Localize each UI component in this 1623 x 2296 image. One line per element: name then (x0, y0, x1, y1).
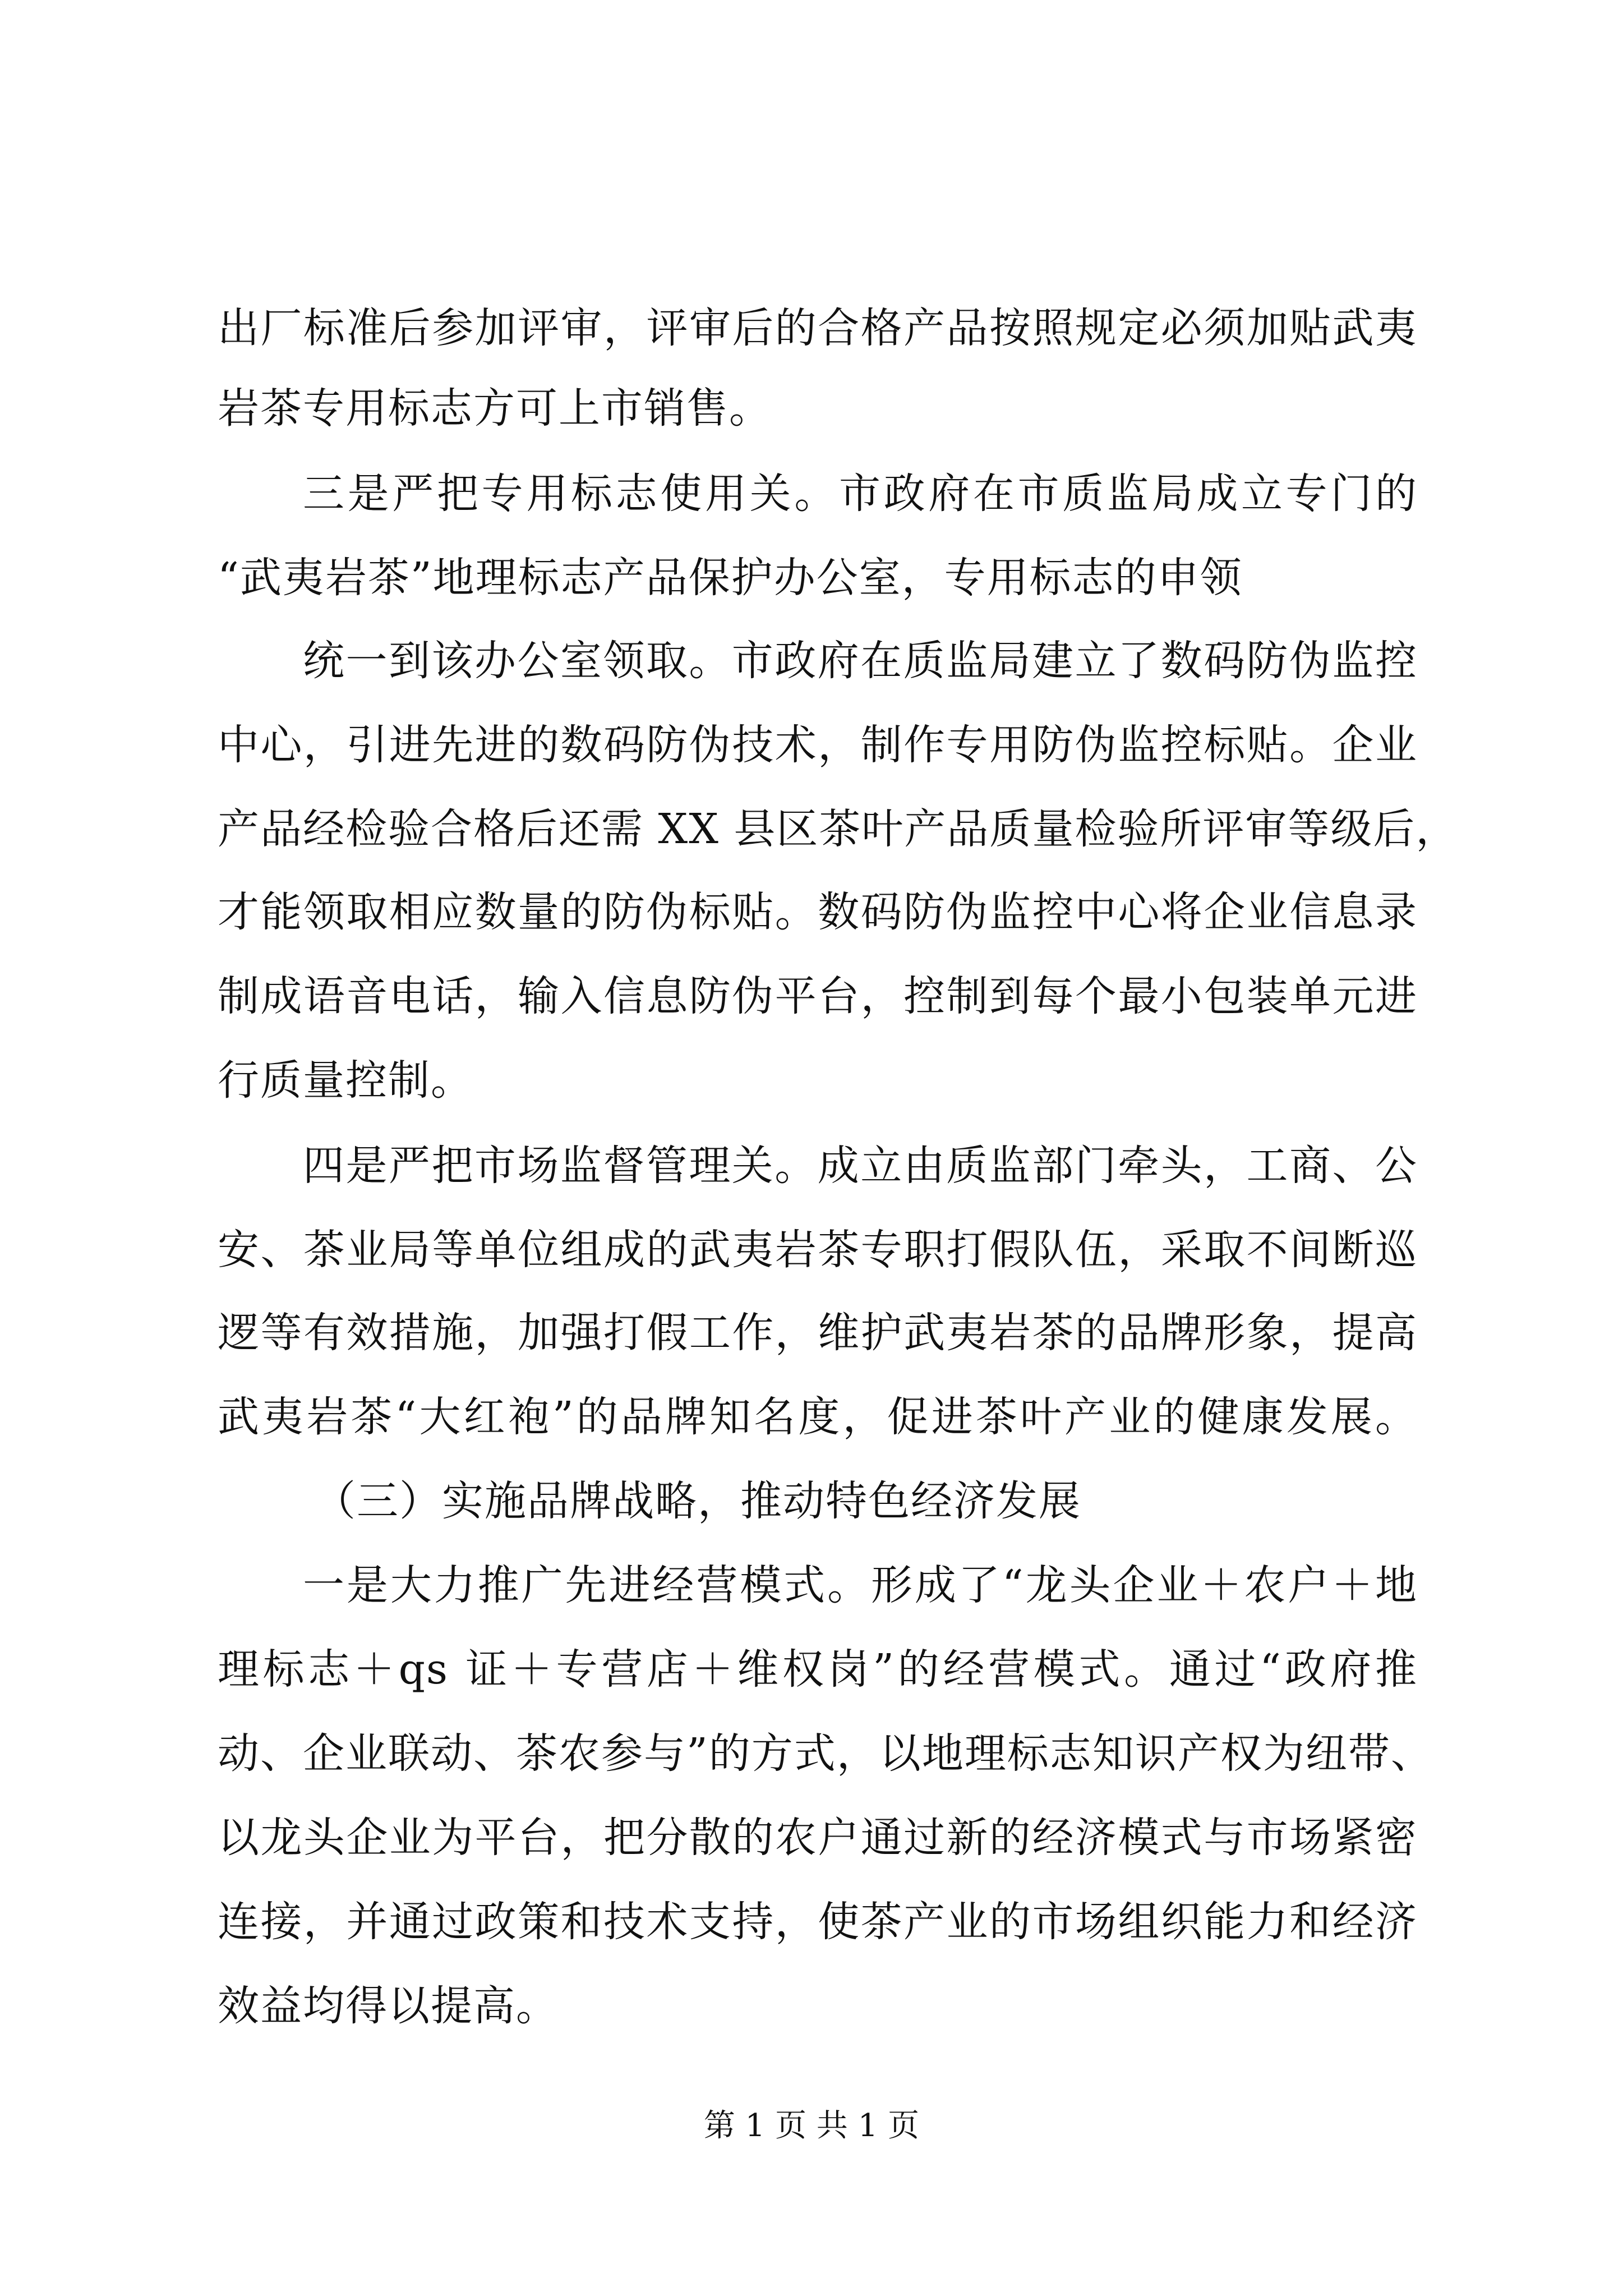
paragraph-line: 产品经检验合格后还需 XX 县区茶叶产品质量检验所评审等级后， (218, 805, 1459, 853)
paragraph-line: 一是大力推广先进经营模式。形成了“龙头企业＋农户＋地 (303, 1561, 1418, 1609)
paragraph-line: “武夷岩茶”地理标志产品保护办公室，专用标志的申领 (218, 554, 1243, 602)
paragraph-line: 动、企业联动、茶农参与”的方式，以地理标志知识产权为纽带、 (218, 1729, 1433, 1778)
section-heading: （三）实施品牌战略，推动特色经济发展 (314, 1477, 1081, 1525)
paragraph-line: 逻等有效措施，加强打假工作，维护武夷岩茶的品牌形象，提高 (218, 1309, 1418, 1357)
paragraph-line: 安、茶业局等单位组成的武夷岩茶专职打假队伍，采取不间断巡 (218, 1226, 1418, 1274)
paragraph-line: 连接，并通过政策和技术支持，使茶产业的市场组织能力和经济 (218, 1898, 1418, 1946)
paragraph-line: 以龙头企业为平台，把分散的农户通过新的经济模式与市场紧密 (218, 1814, 1418, 1862)
paragraph-line: 武夷岩茶“大红袍”的品牌知名度，促进茶叶产业的健康发展。 (218, 1393, 1418, 1441)
paragraph-line: 出厂标准后参加评审，评审后的合格产品按照规定必须加贴武夷 (218, 304, 1418, 352)
paragraph-line: 行质量控制。 (218, 1056, 473, 1105)
paragraph-line: 理标志＋qs 证＋专营店＋维权岗”的经营模式。通过“政府推 (218, 1645, 1418, 1694)
paragraph-line: 制成语音电话，输入信息防伪平台，控制到每个最小包装单元进 (218, 972, 1418, 1020)
paragraph-line: 效益均得以提高。 (218, 1982, 559, 2030)
paragraph-line: 才能领取相应数量的防伪标贴。数码防伪监控中心将企业信息录 (218, 888, 1418, 936)
page-footer: 第 1 页 共 1 页 (703, 2108, 920, 2144)
paragraph-line: 四是严把市场监督管理关。成立由质监部门牵头，工商、公 (303, 1142, 1418, 1190)
paragraph-line: 岩茶专用标志方可上市销售。 (218, 384, 772, 432)
paragraph-line: 中心，引进先进的数码防伪技术，制作专用防伪监控标贴。企业 (218, 721, 1418, 769)
paragraph-line: 三是严把专用标志使用关。市政府在市质监局成立专门的 (303, 470, 1418, 518)
paragraph-line: 统一到该办公室领取。市政府在质监局建立了数码防伪监控 (303, 637, 1418, 685)
